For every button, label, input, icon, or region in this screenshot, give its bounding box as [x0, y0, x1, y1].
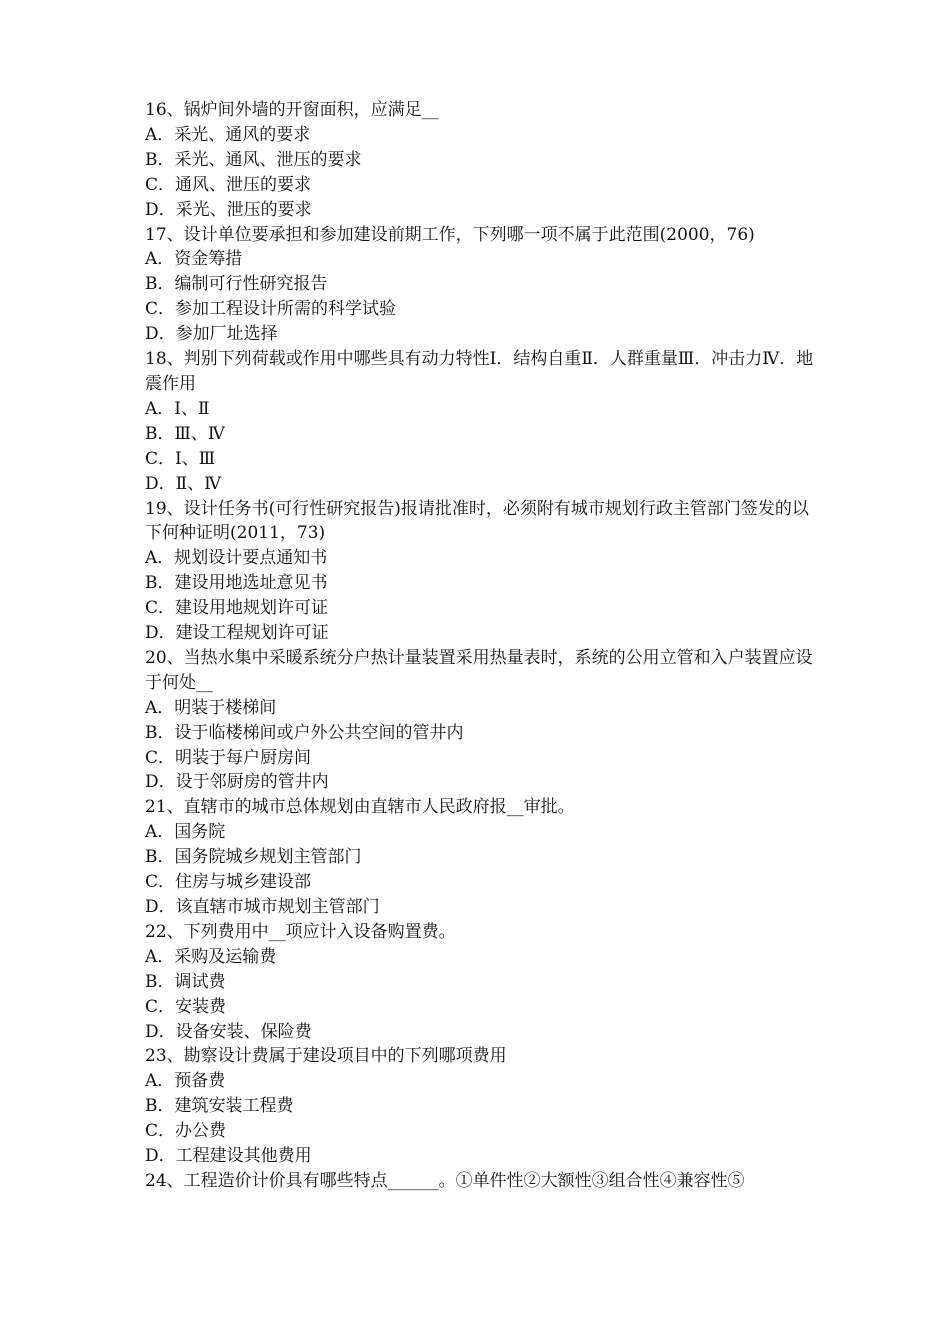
- option-b: B．调试费: [145, 971, 226, 992]
- option-c: C．Ⅰ、Ⅲ: [145, 448, 216, 469]
- option-a: A．预备费: [145, 1071, 226, 1092]
- option-d: D．工程建设其他费用: [145, 1146, 312, 1167]
- option-c: C．通风、泄压的要求: [145, 174, 312, 195]
- option-b: B．国务院城乡规划主管部门: [145, 847, 362, 868]
- option-b: B．建设用地选址意见书: [145, 573, 328, 594]
- option-c: C．安装费: [145, 996, 227, 1017]
- option-d: D．设备安装、保险费: [145, 1021, 312, 1042]
- option-b: B．编制可行性研究报告: [145, 274, 328, 295]
- option-c: C．建设用地规划许可证: [145, 598, 329, 619]
- question-stem: 20、当热水集中采暖系统分户热计量装置采用热量表时，系统的公用立管和入户装置应设于何处__: [145, 647, 813, 693]
- option-c: C．参加工程设计所需的科学试验: [145, 299, 397, 320]
- option-b: B．Ⅲ、Ⅳ: [145, 423, 225, 444]
- option-d: D．Ⅱ、Ⅳ: [145, 473, 222, 494]
- question-stem: 22、下列费用中__项应计入设备购置费。: [145, 921, 456, 942]
- option-a: A．采购及运输费: [145, 946, 277, 967]
- question-22: [145, 920, 820, 1045]
- option-d: D．建设工程规划许可证: [145, 623, 329, 644]
- option-c: C．住房与城乡建设部: [145, 872, 312, 893]
- question-23: [145, 1044, 820, 1169]
- question-stem: 17、设计单位要承担和参加建设前期工作，下列哪一项不属于此范围(2000，76): [145, 224, 755, 245]
- option-a: A．Ⅰ、Ⅱ: [145, 398, 210, 419]
- option-b: B．设于临楼梯间或户外公共空间的管井内: [145, 722, 464, 743]
- option-b: B．采光、通风、泄压的要求: [145, 149, 362, 170]
- option-d: D．参加厂址选择: [145, 324, 278, 345]
- question-stem: 16、锅炉间外墙的开窗面积，应满足__: [145, 100, 439, 120]
- question-stem: 18、判别下列荷载或作用中哪些具有动力特性Ⅰ．结构自重Ⅱ．人群重量Ⅲ．冲击力Ⅳ．地震作用: [145, 349, 814, 394]
- option-d: D．该直辖市城市规划主管部门: [145, 897, 380, 917]
- question-17: [145, 223, 820, 348]
- option-a: A．明装于楼梯间: [145, 697, 277, 718]
- question-stem: 24、工程造价计价具有哪些特点______。①单件性②大额性③组合性④兼容性⑤: [145, 1170, 745, 1191]
- question-stem: 23、勘察设计费属于建设项目中的下列哪项费用: [145, 1046, 507, 1067]
- document-page: [145, 98, 820, 1194]
- question-stem: 21、直辖市的城市总体规划由直辖市人民政府报__审批。: [145, 797, 575, 818]
- question-stem: 19、设计任务书(可行性研究报告)报请批准时，必须附有城市规划行政主管部门签发的以下何种证明(2011，73): [145, 498, 809, 544]
- option-c: C．明装于每户厨房间: [145, 747, 312, 768]
- option-a: A．国务院: [145, 822, 226, 843]
- option-d: D．采光、泄压的要求: [145, 199, 312, 220]
- question-16: [145, 98, 820, 223]
- option-a: A．采光、通风的要求: [145, 124, 311, 145]
- option-b: B．建筑安装工程费: [145, 1096, 294, 1117]
- question-24: [145, 1169, 820, 1194]
- option-d: D．设于邻厨房的管井内: [145, 772, 329, 793]
- option-c: C．办公费: [145, 1121, 227, 1142]
- option-a: A．资金筹措: [145, 249, 243, 270]
- question-20: [145, 646, 820, 795]
- option-a: A．规划设计要点通知书: [145, 548, 328, 569]
- question-21: [145, 795, 820, 920]
- question-19: [145, 497, 820, 646]
- question-18: [145, 347, 820, 496]
